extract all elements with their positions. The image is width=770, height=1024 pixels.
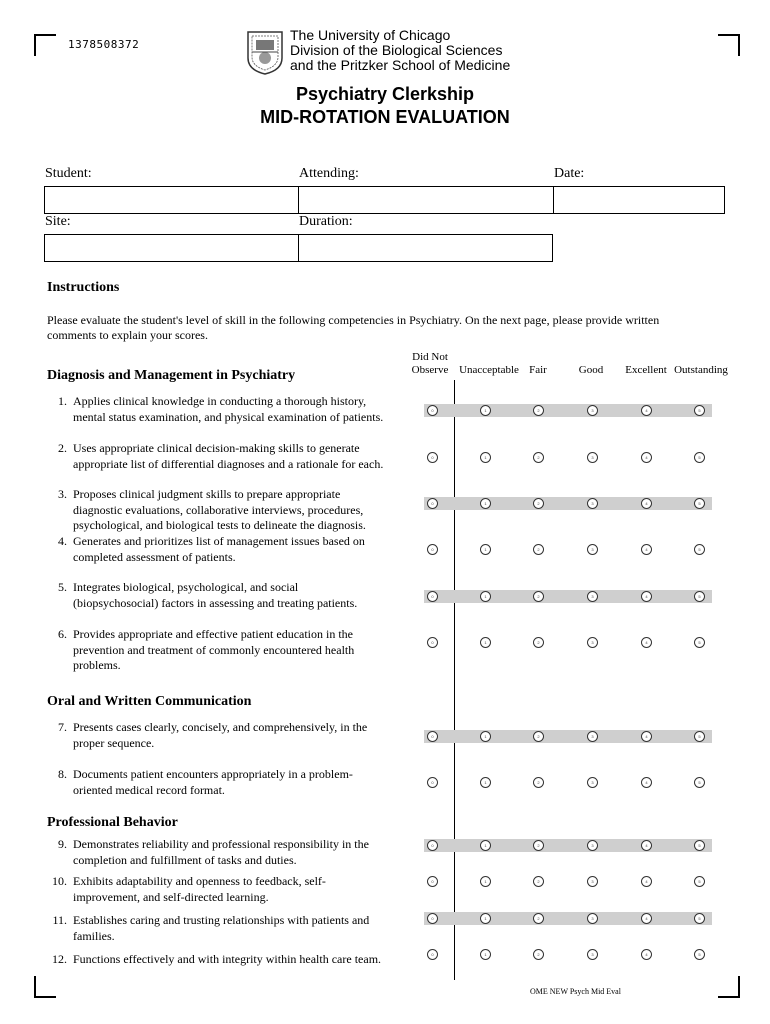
rating-bubble-2[interactable]: 2 (533, 452, 544, 463)
rating-bubble-4[interactable]: 4 (641, 544, 652, 555)
rating-bubble-5[interactable]: 5 (694, 840, 705, 851)
rating-bubble-3[interactable]: 3 (587, 949, 598, 960)
rating-bubble-0[interactable]: 0 (427, 876, 438, 887)
item-text: Documents patient encounters appropriately in a problem-oriented medical record format. (73, 767, 353, 797)
rating-bubble-1[interactable]: 1 (480, 405, 491, 416)
header-did-not-observe (405, 351, 455, 377)
rating-bubble-0[interactable]: 0 (427, 731, 438, 742)
rating-bubble-2[interactable]: 2 (533, 876, 544, 887)
item-number: 10. (52, 874, 67, 888)
student-attending-box[interactable] (44, 186, 554, 214)
item-number: 6. (58, 627, 67, 641)
rating-bubble-1[interactable]: 1 (480, 777, 491, 788)
rating-bubble-3[interactable]: 3 (587, 637, 598, 648)
rating-bubble-5[interactable]: 5 (694, 544, 705, 555)
site-duration-box[interactable] (44, 234, 553, 262)
corner-mark-top-left (34, 34, 56, 56)
rating-bubble-3[interactable]: 3 (587, 498, 598, 509)
header-good: Good (578, 364, 604, 376)
header-did-not-line2: Observe (411, 364, 449, 376)
rating-bubble-4[interactable]: 4 (641, 637, 652, 648)
row-shading-band (424, 404, 712, 417)
rating-bubble-3[interactable]: 3 (587, 876, 598, 887)
rating-bubble-1[interactable]: 1 (480, 876, 491, 887)
item-text: Generates and prioritizes list of management issues based on completed assessment of patients. (73, 534, 365, 564)
rating-bubble-5[interactable]: 5 (694, 498, 705, 509)
rating-bubble-2[interactable]: 2 (533, 949, 544, 960)
item-text: Functions effectively and with integrity within health care team. (73, 952, 382, 966)
competency-item (36, 767, 386, 798)
rating-bubble-0[interactable]: 0 (427, 840, 438, 851)
rating-bubble-2[interactable]: 2 (533, 405, 544, 416)
competency-item (36, 441, 386, 472)
rating-bubble-2[interactable]: 2 (533, 637, 544, 648)
competency-item (36, 837, 386, 868)
rating-bubble-3[interactable]: 3 (587, 591, 598, 602)
rating-bubble-2[interactable]: 2 (533, 731, 544, 742)
instructions-heading: Instructions (47, 280, 120, 295)
rating-bubble-0[interactable]: 0 (427, 405, 438, 416)
date-input-box[interactable] (553, 186, 725, 214)
rating-bubble-5[interactable]: 5 (694, 731, 705, 742)
rating-bubble-5[interactable]: 5 (694, 949, 705, 960)
rating-bubble-3[interactable]: 3 (587, 731, 598, 742)
rating-bubble-4[interactable]: 4 (641, 405, 652, 416)
rating-bubble-4[interactable]: 4 (641, 591, 652, 602)
item-number: 9. (58, 837, 67, 851)
rating-bubble-1[interactable]: 1 (480, 637, 491, 648)
university-seal-icon (242, 28, 288, 76)
row-shading-band (424, 730, 712, 743)
competency-item (36, 580, 386, 611)
competency-item (36, 952, 386, 968)
duration-label: Duration: (299, 214, 353, 229)
header-did-not-line1: Did Not (412, 351, 448, 363)
attending-label: Attending: (299, 166, 359, 181)
item-text: Establishes caring and trusting relationships with patients and families. (73, 913, 370, 943)
section-title-professional: Professional Behavior (47, 815, 178, 830)
rating-bubble-5[interactable]: 5 (694, 591, 705, 602)
section-title-diagnosis: Diagnosis and Management in Psychiatry (47, 368, 296, 383)
rating-bubble-4[interactable]: 4 (641, 731, 652, 742)
row-shading-band (424, 590, 712, 603)
item-text: Applies clinical knowledge in conducting a thorough history, mental status examination, and physical examination of patients. (73, 394, 384, 424)
row-shading-band (424, 497, 712, 510)
rating-bubble-3[interactable]: 3 (587, 452, 598, 463)
rating-bubble-3[interactable]: 3 (587, 840, 598, 851)
item-number: 5. (58, 580, 67, 594)
item-text: Presents cases clearly, concisely, and comprehensively, in the proper sequence. (73, 720, 368, 750)
rating-bubble-1[interactable]: 1 (480, 731, 491, 742)
university-line: The University of Chicago (290, 27, 451, 43)
rating-bubble-1[interactable]: 1 (480, 913, 491, 924)
item-text: Integrates biological, psychological, and social (biopsychosocial) factors in assessing and treating patients. (73, 580, 358, 610)
item-number: 4. (58, 534, 67, 548)
site-label: Site: (45, 214, 71, 229)
rating-bubble-1[interactable]: 1 (480, 591, 491, 602)
rating-bubble-0[interactable]: 0 (427, 591, 438, 602)
competency-item (36, 487, 386, 534)
form-id: 1378508372 (68, 38, 140, 51)
corner-mark-bottom-left (34, 976, 56, 998)
section-title-communication: Oral and Written Communication (47, 694, 252, 709)
rating-bubble-1[interactable]: 1 (480, 498, 491, 509)
rating-bubble-2[interactable]: 2 (533, 840, 544, 851)
header-fair: Fair (529, 364, 547, 376)
rating-bubble-1[interactable]: 1 (480, 452, 491, 463)
item-number: 1. (58, 394, 67, 408)
rating-bubble-3[interactable]: 3 (587, 405, 598, 416)
rating-bubble-4[interactable]: 4 (641, 876, 652, 887)
corner-mark-top-right (718, 34, 740, 56)
rating-bubble-2[interactable]: 2 (533, 591, 544, 602)
rating-bubble-5[interactable]: 5 (694, 777, 705, 788)
rating-bubble-0[interactable]: 0 (427, 913, 438, 924)
rating-bubble-0[interactable]: 0 (427, 637, 438, 648)
rating-bubble-5[interactable]: 5 (694, 405, 705, 416)
date-label: Date: (554, 166, 585, 181)
rating-bubble-0[interactable]: 0 (427, 777, 438, 788)
item-number: 2. (58, 441, 67, 455)
item-text: Provides appropriate and effective patient education in the prevention and treatment of commonly encountered health problems. (73, 627, 355, 672)
header-excellent: Excellent (625, 364, 667, 376)
row-shading-band (424, 839, 712, 852)
item-number: 3. (58, 487, 67, 501)
field-divider (298, 187, 299, 213)
footer-code: OME NEW Psych Mid Eval (530, 987, 621, 996)
competency-item (36, 913, 386, 944)
competency-item (36, 720, 386, 751)
header-outstanding: Outstanding (674, 364, 728, 376)
rating-bubble-3[interactable]: 3 (587, 544, 598, 555)
rating-bubble-0[interactable]: 0 (427, 544, 438, 555)
rating-bubble-1[interactable]: 1 (480, 544, 491, 555)
rating-bubble-5[interactable]: 5 (694, 452, 705, 463)
rating-bubble-5[interactable]: 5 (694, 637, 705, 648)
rating-bubble-4[interactable]: 4 (641, 913, 652, 924)
instructions-text: Please evaluate the student's level of skill in the following competencies in Psychiatry. On the next page, please provide written comments to explain your scores. (47, 313, 660, 342)
item-number: 8. (58, 767, 67, 781)
item-text: Demonstrates reliability and professional responsibility in the completion and fulfillment of tasks and duties. (73, 837, 369, 867)
competency-item (36, 874, 386, 905)
university-line: and the Pritzker School of Medicine (290, 57, 511, 73)
corner-mark-bottom-right (718, 976, 740, 998)
item-text: Proposes clinical judgment skills to prepare appropriate diagnostic evaluations, collaborative interviews, procedures, psychological, and biological tests to delineate the diagnosis. (73, 487, 366, 532)
rating-bubble-2[interactable]: 2 (533, 498, 544, 509)
rating-bubble-1[interactable]: 1 (480, 949, 491, 960)
competency-item (36, 627, 386, 674)
rating-bubble-4[interactable]: 4 (641, 840, 652, 851)
item-text: Uses appropriate clinical decision-making skills to generate appropriate list of differential diagnoses and a rationale for each. (73, 441, 384, 471)
rating-bubble-0[interactable]: 0 (427, 452, 438, 463)
rating-bubble-5[interactable]: 5 (694, 876, 705, 887)
rating-bubble-2[interactable]: 2 (533, 777, 544, 788)
rating-bubble-4[interactable]: 4 (641, 452, 652, 463)
university-name-block (290, 28, 510, 73)
rating-bubble-1[interactable]: 1 (480, 840, 491, 851)
row-shading-band (424, 912, 712, 925)
rating-bubble-4[interactable]: 4 (641, 949, 652, 960)
rating-bubble-3[interactable]: 3 (587, 777, 598, 788)
item-number: 7. (58, 720, 67, 734)
form-subtitle: MID-ROTATION EVALUATION (260, 107, 510, 127)
rating-bubble-2[interactable]: 2 (533, 913, 544, 924)
rating-bubble-4[interactable]: 4 (641, 777, 652, 788)
competency-item (36, 394, 386, 425)
field-divider (298, 235, 299, 261)
rating-bubble-3[interactable]: 3 (587, 913, 598, 924)
rating-bubble-5[interactable]: 5 (694, 913, 705, 924)
form-title: Psychiatry Clerkship (295, 84, 475, 104)
rating-bubble-2[interactable]: 2 (533, 544, 544, 555)
rating-bubble-4[interactable]: 4 (641, 498, 652, 509)
item-number: 12. (52, 952, 67, 966)
item-text: Exhibits adaptability and openness to feedback, self-improvement, and self-directed learning. (73, 874, 326, 904)
observe-divider-line (454, 380, 455, 980)
rating-bubble-0[interactable]: 0 (427, 949, 438, 960)
rating-bubble-0[interactable]: 0 (427, 498, 438, 509)
item-number: 11. (52, 913, 67, 927)
student-label: Student: (45, 166, 92, 181)
university-line: Division of the Biological Sciences (290, 42, 503, 58)
header-unacceptable: Unacceptable (459, 364, 519, 376)
competency-item (36, 534, 386, 565)
